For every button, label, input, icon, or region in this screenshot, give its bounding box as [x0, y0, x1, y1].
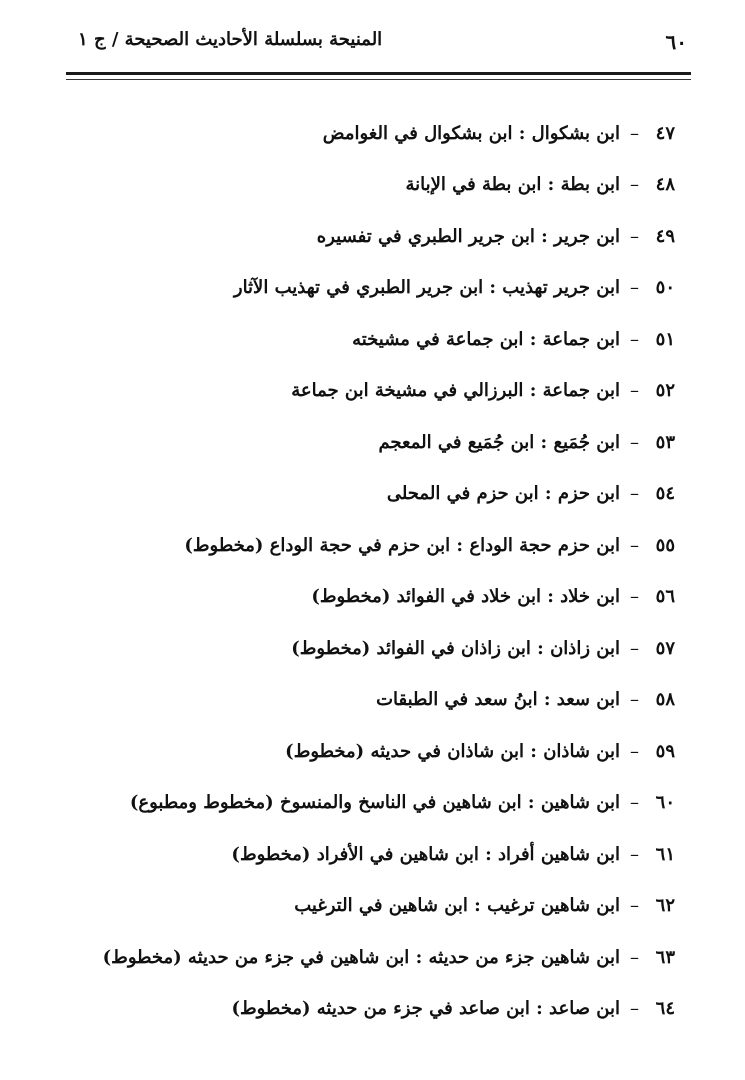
list-item [90, 829, 675, 881]
entry-text: ابن صاعد : ابن صاعد في جزء من حديثه (مخطوط) [231, 998, 620, 1020]
entry-dash: – [630, 946, 639, 968]
list-item [90, 984, 675, 1036]
header-rule-thick [66, 72, 691, 75]
entry-number: ٦٠ [655, 792, 675, 814]
entry-text: ابن جرير : ابن جرير الطبري في تفسيره [316, 225, 620, 247]
list-item [90, 417, 675, 469]
list-item [90, 623, 675, 675]
entry-dash: – [630, 637, 639, 659]
entry-dash: – [630, 586, 639, 608]
entry-text: ابن بطة : ابن بطة في الإبانة [405, 174, 620, 196]
running-title: المنيحة بسلسلة الأحاديث الصحيحة / ج ١ [78, 29, 383, 50]
entry-dash: – [630, 689, 639, 711]
entry-number: ٦٢ [655, 895, 675, 917]
entry-text: ابن بشكوال : ابن بشكوال في الغوامض [322, 122, 620, 144]
entry-dash: – [630, 328, 639, 350]
list-item [90, 469, 675, 521]
entry-number: ٦٣ [655, 946, 675, 968]
entry-dash: – [630, 431, 639, 453]
entry-dash: – [630, 174, 639, 196]
list-item [90, 263, 675, 315]
entry-text: ابن شاهين أفراد : ابن شاهين في الأفراد (مخطوط) [231, 843, 620, 865]
entry-text: ابن حزم حجة الوداع : ابن حزم في حجة الوداع (مخطوط) [184, 534, 620, 556]
entry-number: ٥٥ [655, 534, 675, 556]
list-item [90, 314, 675, 366]
page-header [70, 26, 687, 66]
entry-text: ابن شاهين ترغيب : ابن شاهين في الترغيب [294, 895, 620, 917]
entry-number: ٥٨ [655, 689, 675, 711]
entry-text: ابن جرير تهذيب : ابن جرير الطبري في تهذيب الآثار [233, 277, 620, 299]
entry-text: ابن شاهين : ابن شاهين في الناسخ والمنسوخ (مخطوط ومطبوع) [129, 792, 620, 814]
list-item [90, 932, 675, 984]
entry-number: ٤٧ [655, 122, 675, 144]
list-item [90, 572, 675, 624]
entry-number: ٦١ [655, 843, 675, 865]
entry-text: ابن زاذان : ابن زاذان في الفوائد (مخطوط) [291, 637, 620, 659]
list-item [90, 675, 675, 727]
entry-dash: – [630, 895, 639, 917]
entry-number: ٥٢ [655, 380, 675, 402]
entry-number: ٥١ [655, 328, 675, 350]
entry-dash: – [630, 225, 639, 247]
entry-number: ٦٤ [655, 998, 675, 1020]
entry-dash: – [630, 380, 639, 402]
entry-number: ٥٣ [655, 431, 675, 453]
list-item [90, 108, 675, 160]
entry-text: ابن حزم : ابن حزم في المحلى [386, 483, 620, 505]
entry-dash: – [630, 740, 639, 762]
list-item [90, 778, 675, 830]
entry-dash: – [630, 122, 639, 144]
entry-dash: – [630, 534, 639, 556]
entry-dash: – [630, 483, 639, 505]
entry-text: ابن جماعة : ابن جماعة في مشيخته [352, 328, 620, 350]
entry-dash: – [630, 998, 639, 1020]
list-item [90, 366, 675, 418]
entry-text: ابن سعد : ابنُ سعد في الطبقات [376, 689, 620, 711]
entry-text: ابن جماعة : البرزالي في مشيخة ابن جماعة [291, 380, 620, 402]
entry-text: ابن خلاد : ابن خلاد في الفوائد (مخطوط) [311, 586, 620, 608]
entry-number: ٥٧ [655, 637, 675, 659]
entry-number: ٥٩ [655, 740, 675, 762]
entry-dash: – [630, 277, 639, 299]
abbreviation-list [90, 108, 675, 1035]
entry-number: ٥٦ [655, 586, 675, 608]
list-item [90, 881, 675, 933]
header-rule-thin [66, 79, 691, 80]
entry-dash: – [630, 843, 639, 865]
page-number: ٦٠ [665, 30, 687, 54]
entry-text: ابن جُمَيع : ابن جُمَيع في المعجم [378, 431, 620, 453]
list-item [90, 520, 675, 572]
entry-text: ابن شاذان : ابن شاذان في حديثه (مخطوط) [285, 740, 620, 762]
entry-number: ٤٨ [655, 174, 675, 196]
entry-number: ٥٤ [655, 483, 675, 505]
entry-dash: – [630, 792, 639, 814]
entry-number: ٤٩ [655, 225, 675, 247]
list-item [90, 211, 675, 263]
list-item [90, 160, 675, 212]
entry-text: ابن شاهين جزء من حديثه : ابن شاهين في جزء من حديثه (مخطوط) [102, 946, 620, 968]
entry-number: ٥٠ [655, 277, 675, 299]
list-item [90, 726, 675, 778]
